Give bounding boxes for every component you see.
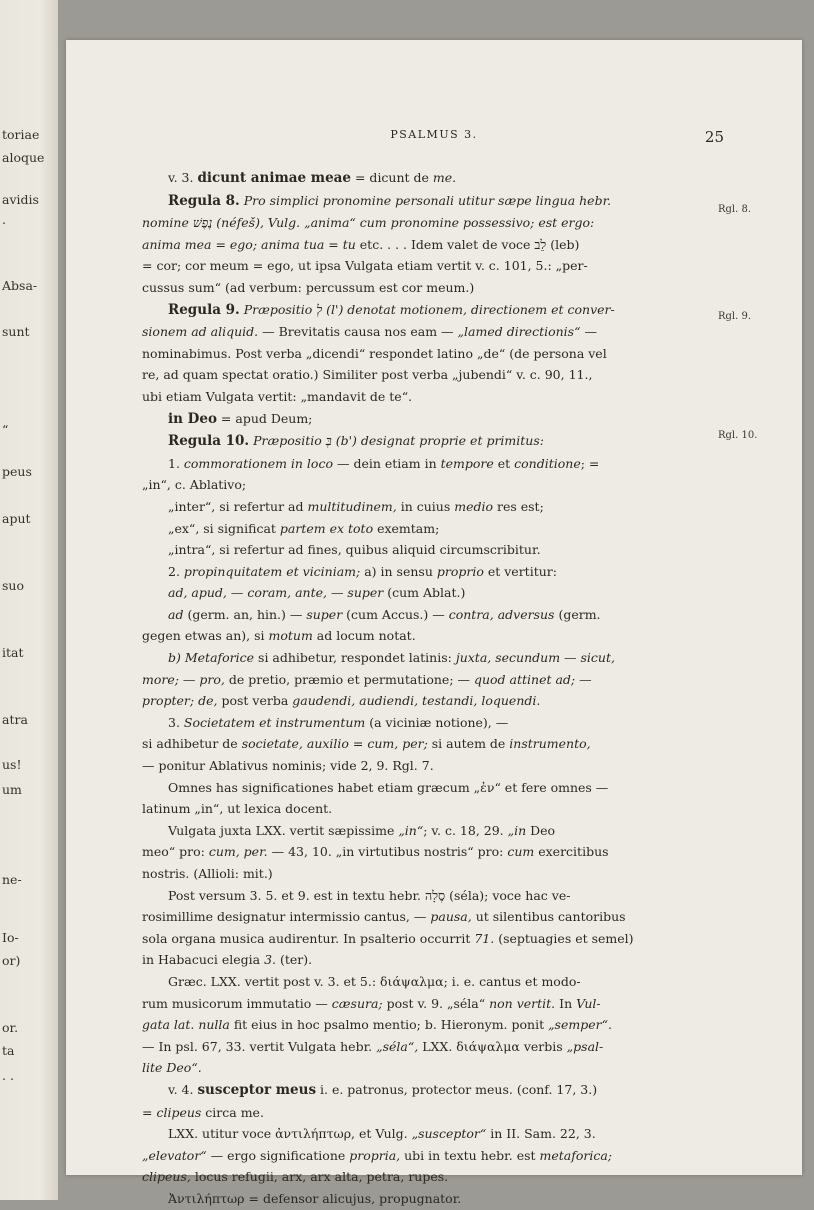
- running-header: PSALMUS 3.: [390, 128, 478, 141]
- text-line: sola organa musica audirentur. In psalterio occurrit 71. (septuagies et semel): [142, 930, 634, 946]
- text-line: gata lat. nulla fit eius in hoc psalmo mentio; b. Hieronym. ponit „semper“.: [142, 1017, 612, 1033]
- text-line: ubi etiam Vulgata vertit: „mandavit de te“.: [142, 388, 413, 404]
- book-page: [66, 40, 802, 1206]
- text-line: lite Deo“.: [142, 1060, 202, 1076]
- text-line: gegen etwas an), si motum ad locum notat.: [142, 628, 416, 644]
- text-line: = clipeus circa me.: [142, 1104, 264, 1120]
- left-fragment: suo: [2, 578, 24, 593]
- text-line: clipeus, locus refugii, arx, arx alta, petra, rupes.: [142, 1169, 449, 1185]
- left-fragment: toriae: [2, 127, 40, 142]
- text-line: Græc. LXX. vertit post v. 3. et 5.: διάψαλμα; i. e. cantus et modo-: [168, 973, 581, 989]
- text-line: — ponitur Ablativus nominis; vide 2, 9. Rgl. 7.: [142, 758, 434, 774]
- text-line: „intra“, si refertur ad fines, quibus aliquid circumscribitur.: [168, 542, 541, 558]
- text-line: 2. propinquitatem et viciniam; a) in sensu proprio et vertitur:: [168, 563, 557, 579]
- left-fragment: ta: [2, 1043, 15, 1058]
- left-page-edge: [0, 0, 58, 1200]
- text-line: rum musicorum immutatio — cæsura; post v. 9. „séla“ non vertit. In Vul-: [142, 995, 601, 1011]
- text-line: Post versum 3. 5. et 9. est in textu hebr. סֶלָה (séla); voce hac ve-: [168, 887, 571, 903]
- text-line: Regula 10. Præpositio בְּ (b') designat proprie et primitus:: [168, 433, 544, 450]
- text-line: nominabimus. Post verba „dicendi“ respondet latino „de“ (de persona vel: [142, 345, 607, 361]
- text-line: Regula 9. Præpositio לְ (l') denotat motionem, directionem et conver-: [168, 301, 615, 318]
- margin-note: Rgl. 8.: [718, 204, 752, 215]
- text-line: v. 4. susceptor meus i. e. patronus, protector meus. (conf. 17, 3.): [168, 1081, 598, 1098]
- text-line: Regula 8. Pro simplici pronomine personali utitur sæpe lingua hebr.: [168, 192, 612, 209]
- text-line: Ἀντιλήπτωρ = defensor alicujus, propugnator.: [168, 1190, 462, 1206]
- text-line: „ex“, si significat partem ex toto exemtam;: [168, 520, 440, 536]
- text-line: 3. Societatem et instrumentum (a viciniæ notione), —: [168, 714, 509, 730]
- body-text: [142, 167, 706, 1210]
- text-line: b) Metaforice si adhibetur, respondet latinis: juxta, secundum — sicut,: [168, 650, 615, 666]
- text-line: Vulgata juxta LXX. vertit sæpissime „in“; v. c. 18, 29. „in Deo: [168, 822, 556, 838]
- left-fragment: or): [2, 953, 21, 968]
- left-fragment: Absa-: [2, 278, 38, 293]
- left-fragment: atra: [2, 712, 28, 727]
- text-line: latinum „in“, ut lexica docent.: [142, 801, 333, 817]
- text-line: rosimillime designatur intermissio cantus, — pausa, ut silentibus cantoribus: [142, 909, 626, 925]
- margin-note: Rgl. 9.: [718, 311, 752, 322]
- left-fragment: . .: [2, 1068, 14, 1083]
- text-line: in Habacuci elegia 3. (ter).: [142, 952, 313, 968]
- text-line: „elevator“ — ergo significatione propria, ubi in textu hebr. est metaforica;: [142, 1147, 613, 1163]
- text-line: in Deo = apud Deum;: [168, 410, 313, 427]
- text-line: = cor; cor meum = ego, ut ipsa Vulgata etiam vertit v. c. 101, 5.: „per-: [142, 258, 588, 274]
- left-fragment: aloque: [2, 150, 45, 165]
- text-line: „in“, c. Ablativo;: [142, 477, 247, 493]
- text-line: cussus sum“ (ad verbum: percussum est cor meum.): [142, 279, 475, 295]
- left-fragment: or.: [2, 1020, 19, 1035]
- text-line: ad, apud, — coram, ante, — super (cum Ablat.): [168, 585, 466, 601]
- left-fragment: .: [2, 212, 6, 227]
- left-fragment: avidis: [2, 192, 39, 207]
- left-fragment: um: [2, 782, 22, 797]
- left-fragment: itat: [2, 645, 24, 660]
- text-line: nostris. (Allioli: mit.): [142, 866, 273, 881]
- text-line: more; — pro, de pretio, præmio et permutatione; — quod attinet ad; —: [142, 671, 592, 687]
- text-line: 1. commorationem in loco — dein etiam in tempore et conditione; =: [168, 455, 600, 471]
- page-number: 25: [704, 128, 724, 146]
- text-line: „inter“, si refertur ad multitudinem, in cuius medio res est;: [168, 498, 544, 514]
- text-line: ad (germ. an, hin.) — super (cum Accus.) — contra, adversus (germ.: [168, 606, 601, 622]
- left-fragment: peus: [2, 464, 32, 479]
- margin-note: Rgl. 10.: [718, 430, 758, 441]
- left-fragment: sunt: [2, 324, 30, 339]
- text-line: nomine נֶפֶשׁ (néfeš), Vulg. „anima“ cum pronomine possessivo; est ergo:: [142, 215, 595, 231]
- left-fragment: ne-: [2, 872, 22, 887]
- text-line: meo“ pro: cum, per. — 43, 10. „in virtutibus nostris“ pro: cum exercitibus: [142, 844, 609, 860]
- text-line: si adhibetur de societate, auxilio = cum, per; si autem de instrumento,: [142, 736, 591, 752]
- text-line: re, ad quam spectat oratio.) Similiter post verba „jubendi“ v. c. 90, 11.,: [142, 367, 593, 383]
- left-fragment: Io-: [2, 930, 19, 945]
- text-line: anima mea = ego; anima tua = tu etc. . . . Idem valet de voce לֵב (leb): [142, 236, 580, 252]
- left-fragment: us!: [2, 757, 22, 772]
- left-fragment: aput: [2, 511, 31, 526]
- left-fragment: “: [2, 422, 9, 437]
- text-line: LXX. utitur voce ἀντιλήπτωρ, et Vulg. „susceptor“ in II. Sam. 22, 3.: [168, 1126, 596, 1142]
- text-line: Omnes has significationes habet etiam græcum „ἐν“ et fere omnes —: [168, 779, 609, 795]
- text-line: sionem ad aliquid. — Brevitatis causa nos eam — „lamed directionis“ —: [142, 324, 597, 340]
- text-line: — In psl. 67, 33. vertit Vulgata hebr. „séla“, LXX. διάψαλμα verbis „psal-: [142, 1038, 604, 1054]
- text-line: propter; de, post verba gaudendi, audiendi, testandi, loquendi.: [142, 693, 541, 709]
- text-line: v. 3. dicunt animae meae = dicunt de me.: [168, 170, 457, 186]
